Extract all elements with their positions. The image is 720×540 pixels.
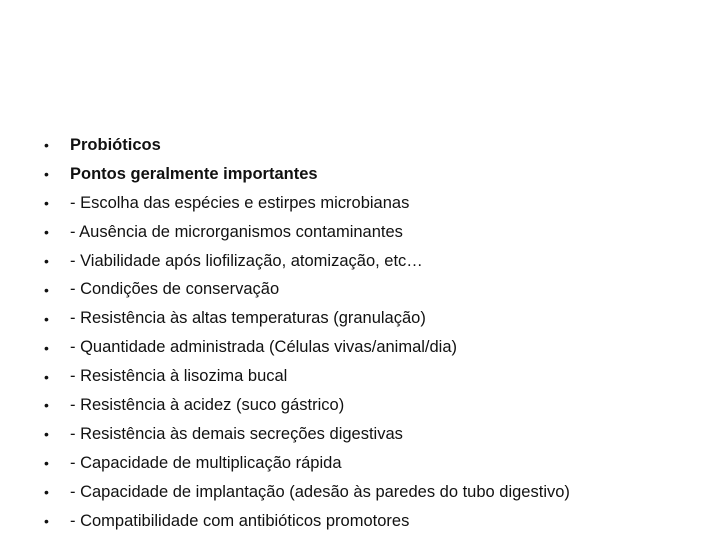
list-item-text: - Viabilidade após liofilização, atomização, etc…: [70, 251, 423, 270]
list-item-heading: Probióticos: [70, 135, 161, 154]
bullet-icon: •: [44, 339, 49, 356]
bullet-icon: •: [44, 281, 49, 298]
list-item-text: - Resistência à lisozima bucal: [70, 367, 288, 386]
list-item: [44, 391, 570, 420]
bullet-icon: •: [44, 166, 49, 183]
list-item-text: - Resistência às altas temperaturas (granulação): [70, 309, 426, 328]
list-item-text: - Quantidade administrada (Células vivas/animal/dia): [70, 338, 458, 357]
bullet-icon: •: [44, 310, 49, 327]
bullet-icon: •: [44, 224, 49, 241]
bullet-icon: •: [44, 513, 49, 530]
list-item: [44, 333, 570, 362]
bullet-icon: •: [44, 484, 49, 501]
list-item-text: - Capacidade de implantação (adesão às paredes do tubo digestivo): [70, 482, 570, 501]
bullet-icon: •: [44, 137, 49, 154]
list-item: [44, 218, 570, 247]
list-item-text: - Ausência de microrganismos contaminantes: [70, 222, 403, 241]
bullet-icon: •: [44, 368, 49, 385]
list-item: [44, 275, 570, 304]
list-item-text: - Resistência à acidez (suco gástrico): [70, 395, 345, 414]
list-item: [44, 304, 570, 333]
list-item: [44, 420, 570, 449]
bullet-list: [44, 131, 570, 535]
list-item-text: - Condições de conservação: [70, 280, 280, 299]
list-item-text: - Escolha das espécies e estirpes microbianas: [70, 193, 410, 212]
list-item: [44, 131, 570, 160]
bullet-icon: •: [44, 253, 49, 269]
bullet-icon: •: [44, 195, 49, 212]
list-item: [44, 247, 570, 276]
list-item-subheading: Pontos geralmente importantes: [70, 164, 318, 183]
bullet-icon: •: [44, 426, 49, 443]
list-item: [44, 478, 570, 507]
list-item: [44, 507, 570, 536]
list-item: [44, 362, 570, 391]
list-item: [44, 189, 570, 218]
list-item: [44, 449, 570, 478]
list-item-text: - Resistência às demais secreções digestivas: [70, 424, 403, 443]
bullet-icon: •: [44, 455, 49, 472]
list-item: [44, 160, 570, 189]
list-item-text: - Compatibilidade com antibióticos promotores: [70, 511, 410, 530]
list-item-text: - Capacidade de multiplicação rápida: [70, 453, 342, 472]
bullet-icon: •: [44, 397, 49, 414]
